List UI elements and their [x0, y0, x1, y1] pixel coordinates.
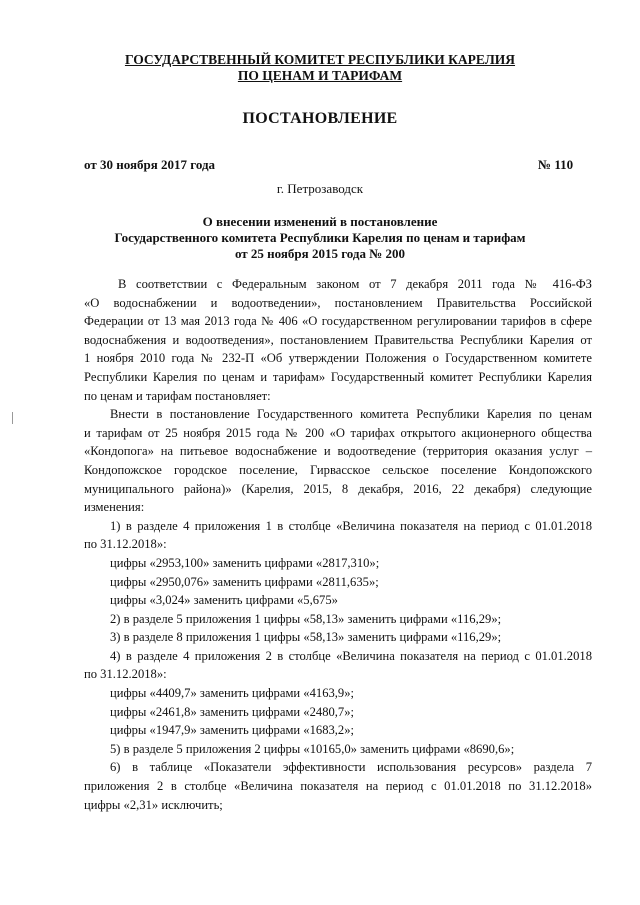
item-1-sub: цифры «2953,100» заменить цифрами «2817,310»;	[110, 555, 380, 570]
intro-line: и тарифам от 25 ноября 2015 года № 200 «О тарифах открытого акционерного общества	[84, 425, 592, 440]
agency-name-line1: ГОСУДАРСТВЕННЫЙ КОМИТЕТ РЕСПУБЛИКИ КАРЕЛИЯ	[124, 52, 516, 67]
item-1-line: 1) в разделе 4 приложения 1 в столбце «Величина показателя на период с 01.01.2018	[110, 518, 592, 533]
document-date: от 30 ноября 2017 года	[84, 157, 216, 172]
subject-line1: О внесении изменений в постановление	[202, 214, 438, 229]
intro-line: «Кондопога» на питьевое водоснабжение и водоотведение (территория оказания услуг –	[84, 444, 592, 459]
preamble-line: 1 ноября 2010 года № 232-П «Об утверждении Положения о Государственном комитете	[84, 351, 592, 366]
agency-name-line2: ПО ЦЕНАМ И ТАРИФАМ	[237, 68, 403, 83]
item-4-sub: цифры «4409,7» заменить цифрами «4163,9»;	[110, 686, 355, 701]
item-4-line: по 31.12.2018»:	[84, 667, 167, 682]
margin-mark	[12, 412, 13, 424]
document-title: ПОСТАНОВЛЕНИЕ	[242, 110, 398, 127]
subject-line2: Государственного комитета Республики Карелия по ценам и тарифам	[114, 230, 526, 245]
document-number: № 110	[538, 157, 574, 172]
intro-line: Внести в постановление Государственного комитета Республики Карелия по ценам	[110, 407, 592, 422]
item-3: 3) в разделе 8 приложения 1 цифры «58,13» заменить цифрами «116,29»;	[110, 630, 502, 645]
preamble-line: Республики Карелия по ценам и тарифам» Государственный комитет Республики Карелия	[84, 369, 592, 384]
item-4-line: 4) в разделе 4 приложения 2 в столбце «Величина показателя на период с 01.01.2018	[110, 648, 592, 663]
item-4-sub: цифры «1947,9» заменить цифрами «1683,2»;	[110, 723, 355, 738]
item-1-line: по 31.12.2018»:	[84, 537, 167, 552]
subject-line3: от 25 ноября 2015 года № 200	[234, 246, 406, 261]
item-6-line: цифры «2,31» исключить;	[84, 797, 223, 812]
preamble-line: В соответствии с Федеральным законом от 7 декабря 2011 года № 416-ФЗ	[118, 277, 592, 291]
item-5: 5) в разделе 5 приложения 2 цифры «10165,0» заменить цифрами «8690,6»;	[110, 741, 515, 756]
document-body	[84, 275, 592, 814]
item-6-line: 6) в таблице «Показатели эффективности использования ресурсов» раздела 7	[110, 760, 592, 775]
document-city: г. Петрозаводск	[276, 181, 364, 196]
preamble-line: Федерации от 13 мая 2013 года № 406 «О государственном регулировании тарифов в сфере	[84, 314, 592, 329]
intro-line: изменения:	[84, 500, 145, 515]
item-2: 2) в разделе 5 приложения 1 цифры «58,13» заменить цифрами «116,29»;	[110, 611, 502, 626]
item-6-line: приложения 2 в столбце «Величина показателя на период с 01.01.2018 по 31.12.2018»	[84, 779, 592, 794]
item-4-sub: цифры «2461,8» заменить цифрами «2480,7»;	[110, 704, 355, 719]
preamble-line: по ценам и тарифам постановляет:	[84, 388, 271, 403]
intro-line: муниципального района)» (Карелия, 2015, 8 декабря, 2016, 22 декабря) следующие	[84, 481, 592, 496]
intro-line: Кондопожское городское поселение, Гирвасское сельское поселение Кондопожского	[84, 462, 592, 477]
preamble-line: водоснабжения и водоотведения», постановлением Правительства Республики Карелия от	[84, 332, 592, 347]
item-1-sub: цифры «3,024» заменить цифрами «5,675»	[110, 593, 338, 608]
preamble-line: «О водоснабжении и водоотведении», постановлением Правительства Российской	[84, 295, 592, 310]
item-1-sub: цифры «2950,076» заменить цифрами «2811,635»;	[110, 574, 379, 589]
